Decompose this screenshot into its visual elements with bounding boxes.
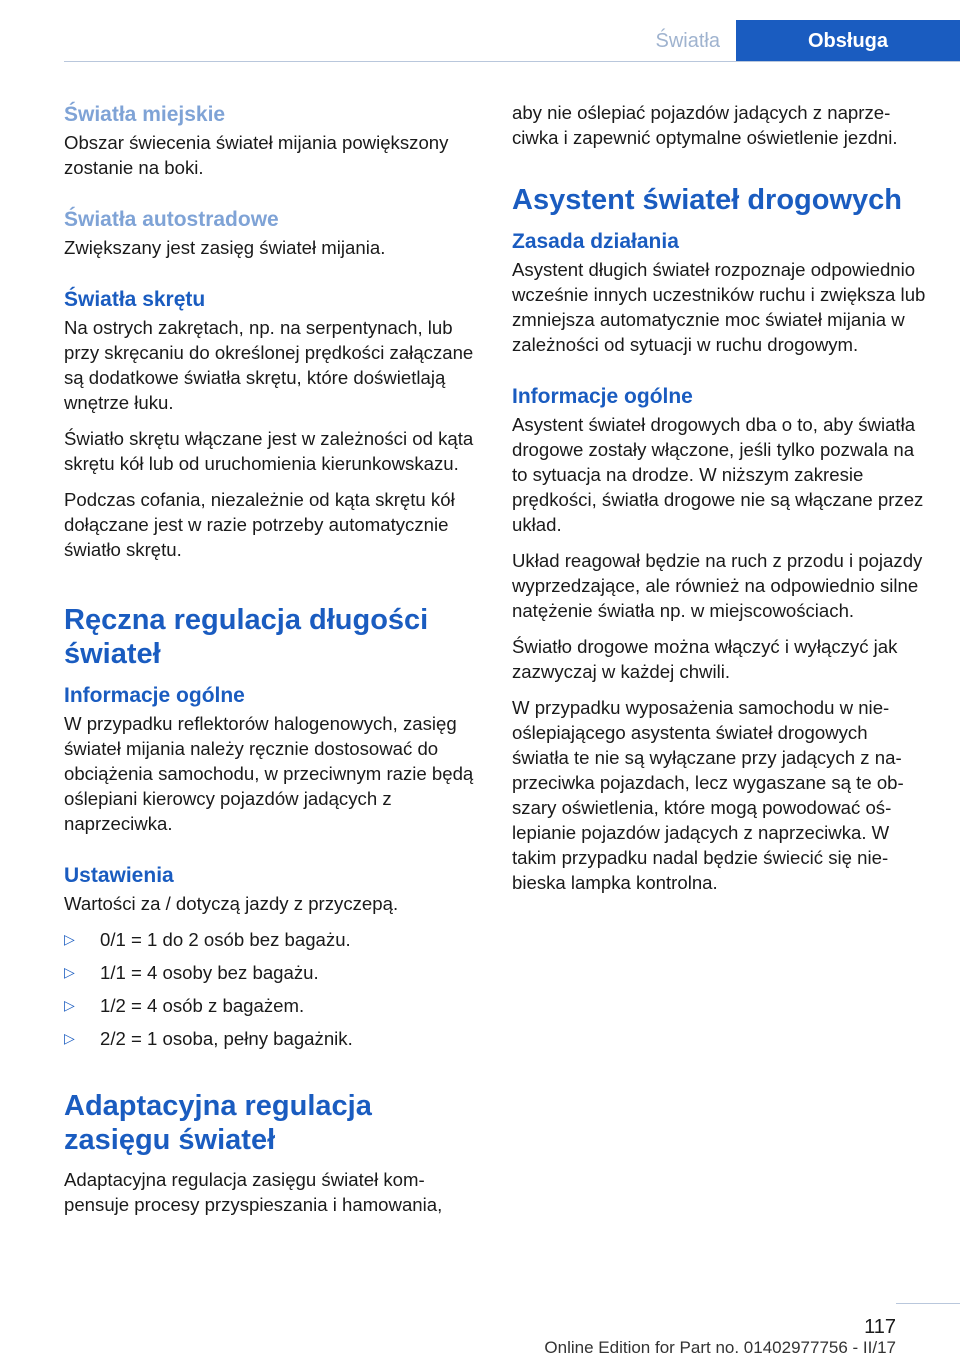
settings-heading: Ustawienia [64,864,174,887]
principle-heading: Zasada działania [512,230,679,253]
general-info-text-2: Układ reagował będzie na ruch z przodu i pojazdy wyprzedzające, ale również na odpowiednio silne natężenie światła np. w miejscowościach. [512,550,923,621]
header-divider [64,61,960,62]
left-column [64,100,479,1228]
right-column [512,100,927,906]
header-chapter-tab: Obsługa [736,20,960,62]
settings-list [64,927,479,1051]
turn-lights-heading: Światła skrętu [64,288,206,311]
continued-text: aby nie oślepiać pojazdów jadących z naprzeciwka i zapewnić optymalne oświetlenie jezdni. [512,102,898,148]
list-item: ▷ 2/2 = 1 osoba, pełny bagażnik. [64,1028,353,1049]
manual-general-text: W przypadku reflektorów halogenowych, zasięg świateł mijania należy ręcznie dostosować do obciążenia samochodu, w przeciwnym razie będą oślepiani kierowcy pojazdów jadących z naprzeciwka. [64,713,474,834]
highway-lights-heading: Światła autostradowe [64,208,279,231]
adaptive-range-text: Adaptacyjna regulacja zasięgu świateł kompensuje procesy przyspieszania i hamowania, [64,1169,443,1215]
manual-range-heading: Ręczna regulacja długości świateł [64,604,429,670]
general-info-heading: Informacje ogólne [512,385,693,408]
turn-lights-text-3: Podczas cofania, niezależnie od kąta skrętu kół dołączane jest w razie potrzeby automatycznie światło skrętu. [64,489,455,560]
high-beam-assistant-heading: Asystent świateł drogowych [512,184,902,216]
principle-text: Asystent długich świateł rozpoznaje odpowiednio wcześnie innych uczestników ruchu i zwiększa lub zmniejsza automatycznie moc świateł mijania w zależności od sytuacji w ruchu drogowym. [512,259,926,355]
general-info-text-1: Asystent świateł drogowych dba o to, aby światła drogowe zostały włączone, jeśli tylko pozwala na to sytuacja na drodze. W niższym zakresie prędkości, światła drogowe nie są włączane przez układ. [512,414,924,535]
turn-lights-text-1: Na ostrych zakrętach, np. na serpentynach, lub przy skręcaniu do określonej prędkości załączane są dodatkowe światła skrętu, które doświetlają wnętrze łuku. [64,317,474,413]
list-item: ▷ 1/1 = 4 osoby bez bagażu. [64,962,319,983]
triangle-bullet-icon: ▷ [64,964,75,980]
settings-text: Wartości za / dotyczą jazdy z przyczepą. [64,893,399,914]
list-item: ▷ 0/1 = 1 do 2 osób bez bagażu. [64,929,351,950]
highway-lights-text: Zwiększany jest zasięg świateł mijania. [64,237,386,258]
triangle-bullet-icon: ▷ [64,931,75,947]
triangle-bullet-icon: ▷ [64,997,75,1013]
header-section-title: Światła [655,30,720,52]
turn-lights-text-2: Światło skrętu włączane jest w zależności od kąta skrętu kół lub od uruchomienia kierunkowskazu. [64,428,474,474]
general-info-text-4: W przypadku wyposażenia samochodu w nieoślepiającego asystenta świateł drogowych światła te nie są wyłączane przy jadących z naprzeciwka pojazdach, lecz wygaszane są te obszary oświetlenia, które mogą powodować oślepianie pojazdów jadących z naprzeciwka. W takim przypadku nadal będzie świecić się niebieska lampka kontrolna. [512,697,904,893]
triangle-bullet-icon: ▷ [64,1030,75,1046]
general-info-text-3: Światło drogowe można włączyć i wyłączyć jak zazwyczaj w każdej chwili. [512,636,898,682]
footer-divider [896,1303,960,1304]
adaptive-range-heading: Adaptacyjna regulacja zasięgu świateł [64,1090,372,1156]
list-item: ▷ 1/2 = 4 osób z bagażem. [64,995,305,1016]
manual-general-heading: Informacje ogólne [64,684,245,707]
city-lights-text: Obszar świecenia świateł mijania powiększony zostanie na boki. [64,132,449,178]
page-number: 117 [864,1316,896,1338]
city-lights-heading: Światła miejskie [64,103,226,126]
edition-footer: Online Edition for Part no. 01402977756 - II/17 [544,1338,896,1357]
